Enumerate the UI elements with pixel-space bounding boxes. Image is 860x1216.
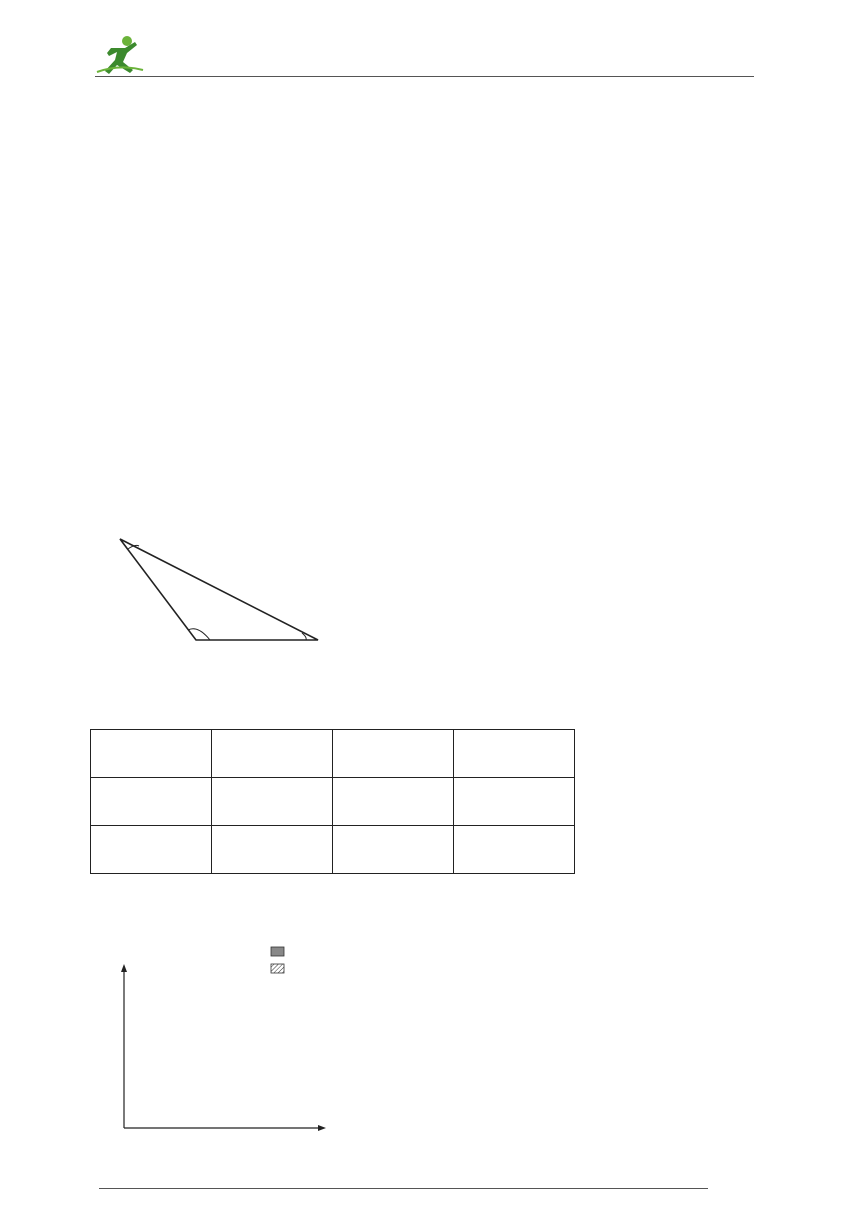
- x-axis-arrow: [318, 1125, 326, 1131]
- table-header-cell: [91, 730, 212, 778]
- dot-grid-13: [0, 0, 860, 460]
- table-header-cell: [333, 730, 454, 778]
- table-header-cell: [454, 730, 575, 778]
- table-cell: [333, 778, 454, 826]
- legend-pear-swatch: [271, 964, 284, 973]
- table-header-row: [91, 730, 575, 778]
- legend-apple-swatch: [271, 947, 284, 956]
- triangle-shape: [120, 539, 318, 640]
- table-cell: [91, 826, 212, 874]
- table-cell: [454, 778, 575, 826]
- y-axis-arrow: [121, 964, 127, 972]
- table-cell: [91, 778, 212, 826]
- table-cell: [212, 778, 333, 826]
- table-header-cell: [212, 730, 333, 778]
- table-row: [91, 778, 575, 826]
- table-cell: [454, 826, 575, 874]
- footer-rule: [99, 1188, 708, 1189]
- blank-bar-chart: [90, 940, 350, 1155]
- table-row: [91, 826, 575, 874]
- triangle-abc: [95, 527, 355, 662]
- table-cell: [333, 826, 454, 874]
- sales-table: [90, 729, 575, 874]
- table-cell: [212, 826, 333, 874]
